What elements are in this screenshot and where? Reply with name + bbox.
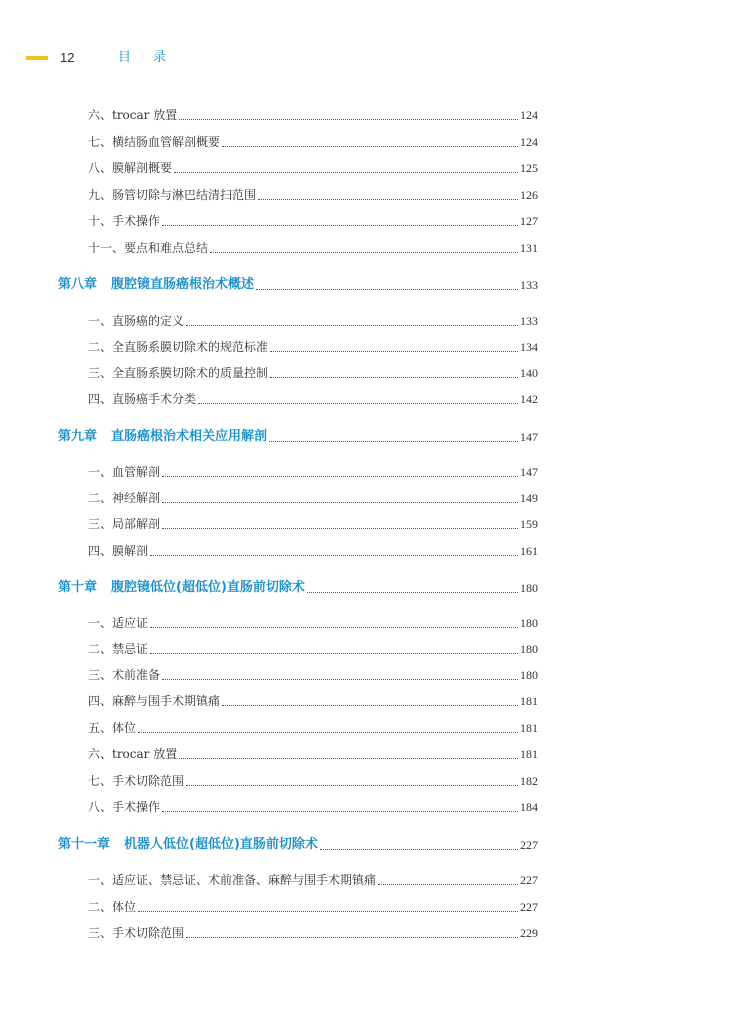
page-ref: 180 — [520, 642, 538, 656]
title-text: 直肠癌根治术相关应用解剖 — [111, 429, 268, 444]
title-text: 二、体位 — [88, 900, 137, 914]
toc-entry-row[interactable] — [88, 924, 538, 942]
entry-title — [88, 542, 148, 560]
title-text: 三、手术切除范围 — [88, 926, 185, 940]
entry-title — [88, 614, 148, 632]
toc-entry-row[interactable] — [88, 186, 538, 204]
page-ref: 181 — [520, 694, 538, 708]
page-ref: 125 — [520, 161, 538, 175]
dot-leader — [378, 883, 518, 885]
dot-leader — [162, 224, 518, 226]
title-text: 四、麻醉与围手术期镇痛 — [88, 694, 221, 708]
dot-leader — [210, 251, 518, 253]
entry-title — [88, 463, 160, 481]
dot-leader — [186, 784, 518, 786]
toc-entry-row[interactable] — [88, 871, 538, 889]
title-text: 十一、要点和难点总结 — [88, 241, 209, 255]
title-text: 四、膜解剖 — [88, 544, 149, 558]
toc-entry-row[interactable] — [88, 489, 538, 507]
toc-chapter-row[interactable] — [58, 836, 538, 854]
page-ref: 159 — [520, 517, 538, 531]
dot-leader — [320, 848, 518, 850]
dot-leader — [150, 554, 518, 556]
page-ref: 140 — [520, 366, 538, 380]
title-text: 十、手术操作 — [88, 214, 161, 228]
page-ref: 133 — [520, 278, 538, 292]
entry-title — [88, 745, 177, 763]
title-text: 腹腔镜直肠癌根治术概述 — [111, 277, 255, 292]
title-text: 二、神经解剖 — [88, 491, 161, 505]
title-text: 三、局部解剖 — [88, 517, 161, 531]
dot-leader — [162, 501, 518, 503]
chapter-title — [58, 428, 267, 446]
entry-title — [88, 515, 160, 533]
toc-entry-row[interactable] — [88, 719, 538, 737]
dot-leader — [307, 591, 518, 593]
page-ref: 131 — [520, 241, 538, 255]
page-ref: 180 — [520, 668, 538, 682]
page-ref: 184 — [520, 800, 538, 814]
title-text: 四、直肠癌手术分类 — [88, 392, 197, 406]
toc-entry-row[interactable] — [88, 212, 538, 230]
page-ref: 142 — [520, 392, 538, 406]
dot-leader — [162, 527, 518, 529]
title-text: 三、术前准备 — [88, 668, 161, 682]
toc-entry-row[interactable] — [88, 106, 538, 124]
title-text: 二、全直肠系膜切除术的规范标准 — [88, 340, 269, 354]
title-text: 机器人低位(超低位)直肠前切除术 — [124, 837, 318, 852]
dot-leader — [269, 440, 518, 442]
toc-entry-row[interactable] — [88, 239, 538, 257]
header-accent-bar — [26, 56, 48, 60]
toc-entry-row[interactable] — [88, 640, 538, 658]
page-ref: 134 — [520, 340, 538, 354]
entry-title — [88, 692, 220, 710]
entry-title — [88, 640, 148, 658]
entry-title — [88, 312, 184, 330]
dot-leader — [150, 626, 518, 628]
dot-leader — [186, 324, 518, 326]
toc-entry-row[interactable] — [88, 772, 538, 790]
page-title: 目录 — [118, 50, 189, 65]
chapter-title — [58, 836, 318, 854]
toc-entry-row[interactable] — [88, 898, 538, 916]
entry-title — [88, 719, 136, 737]
dot-leader — [256, 288, 518, 290]
chapter-title — [58, 276, 254, 294]
dot-leader — [258, 198, 518, 200]
entry-title — [88, 666, 160, 684]
toc-chapter-row[interactable] — [58, 276, 538, 294]
title-text: 九、肠管切除与淋巴结清扫范围 — [88, 188, 257, 202]
page-ref: 126 — [520, 188, 538, 202]
title-text: 一、适应证、禁忌证、术前准备、麻醉与围手术期镇痛 — [88, 873, 377, 887]
page-ref: 124 — [520, 135, 538, 149]
page-header — [0, 48, 730, 68]
page-ref: 229 — [520, 926, 538, 940]
entry-title — [88, 212, 160, 230]
entry-title — [88, 159, 172, 177]
page-ref: 147 — [520, 430, 538, 444]
title-text: 八、手术操作 — [88, 800, 161, 814]
toc-entry-row[interactable] — [88, 312, 538, 330]
toc-entry-row[interactable] — [88, 515, 538, 533]
dot-leader — [186, 936, 518, 938]
chapter-title — [58, 579, 305, 597]
dot-leader — [162, 475, 518, 477]
chapter-number: 第十章 — [58, 580, 98, 595]
toc-entry-row[interactable] — [88, 390, 538, 408]
toc-entry-row[interactable] — [88, 338, 538, 356]
page-ref: 227 — [520, 873, 538, 887]
dot-leader — [270, 350, 518, 352]
chapter-number: 第九章 — [58, 429, 98, 444]
dot-leader — [162, 678, 518, 680]
title-text: 腹腔镜低位(超低位)直肠前切除术 — [111, 580, 305, 595]
page-ref: 147 — [520, 465, 538, 479]
toc-entry-row[interactable] — [88, 614, 538, 632]
entry-title — [88, 338, 268, 356]
toc-entry-row[interactable] — [88, 542, 538, 560]
page-ref: 227 — [520, 900, 538, 914]
toc-entry-row[interactable] — [88, 159, 538, 177]
toc-chapter-row[interactable] — [58, 428, 538, 446]
page-ref: 133 — [520, 314, 538, 328]
dot-leader — [174, 171, 518, 173]
page-ref: 149 — [520, 491, 538, 505]
toc-entry-row[interactable] — [88, 798, 538, 816]
toc-entry-row[interactable] — [88, 463, 538, 481]
dot-leader — [138, 910, 518, 912]
entry-title — [88, 871, 376, 889]
entry-title — [88, 186, 256, 204]
page-ref: 180 — [520, 616, 538, 630]
entry-title — [88, 898, 136, 916]
toc-entry-row[interactable] — [88, 133, 538, 151]
title-text: 一、血管解剖 — [88, 465, 161, 479]
dot-leader — [222, 704, 518, 706]
page-ref: 127 — [520, 214, 538, 228]
entry-title — [88, 798, 160, 816]
dot-leader — [138, 731, 518, 733]
page-ref: 182 — [520, 774, 538, 788]
entry-title — [88, 489, 160, 507]
dot-leader — [162, 810, 518, 812]
entry-title — [88, 133, 220, 151]
title-text: 二、禁忌证 — [88, 642, 149, 656]
toc-entry-row[interactable] — [88, 692, 538, 710]
toc-entry-row[interactable] — [88, 745, 538, 763]
entry-title — [88, 106, 177, 124]
entry-title — [88, 772, 184, 790]
title-text: 一、适应证 — [88, 616, 149, 630]
page-ref: 124 — [520, 108, 538, 122]
title-text: 六、trocar 放置 — [88, 747, 178, 761]
entry-title — [88, 924, 184, 942]
dot-leader — [222, 145, 518, 147]
page-ref: 227 — [520, 838, 538, 852]
title-text: 七、手术切除范围 — [88, 774, 185, 788]
page-ref: 181 — [520, 721, 538, 735]
chapter-number: 第八章 — [58, 277, 98, 292]
dot-leader — [270, 376, 518, 378]
entry-title — [88, 239, 208, 257]
page-ref: 180 — [520, 581, 538, 595]
toc-entry-row[interactable] — [88, 666, 538, 684]
toc-entry-row[interactable] — [88, 364, 538, 382]
title-text: 三、全直肠系膜切除术的质量控制 — [88, 366, 269, 380]
page-number: 12 — [60, 50, 75, 65]
dot-leader — [179, 757, 518, 759]
toc-chapter-row[interactable] — [58, 579, 538, 597]
title-text: 七、横结肠血管解剖概要 — [88, 135, 221, 149]
title-text: 六、trocar 放置 — [88, 108, 178, 122]
title-text: 八、膜解剖概要 — [88, 161, 173, 175]
entry-title — [88, 390, 196, 408]
dot-leader — [179, 118, 518, 120]
title-text: 五、体位 — [88, 721, 137, 735]
entry-title — [88, 364, 268, 382]
chapter-number: 第十一章 — [58, 837, 111, 852]
title-text: 一、直肠癌的定义 — [88, 314, 185, 328]
dot-leader — [150, 652, 518, 654]
page-ref: 181 — [520, 747, 538, 761]
page-ref: 161 — [520, 544, 538, 558]
dot-leader — [198, 402, 518, 404]
